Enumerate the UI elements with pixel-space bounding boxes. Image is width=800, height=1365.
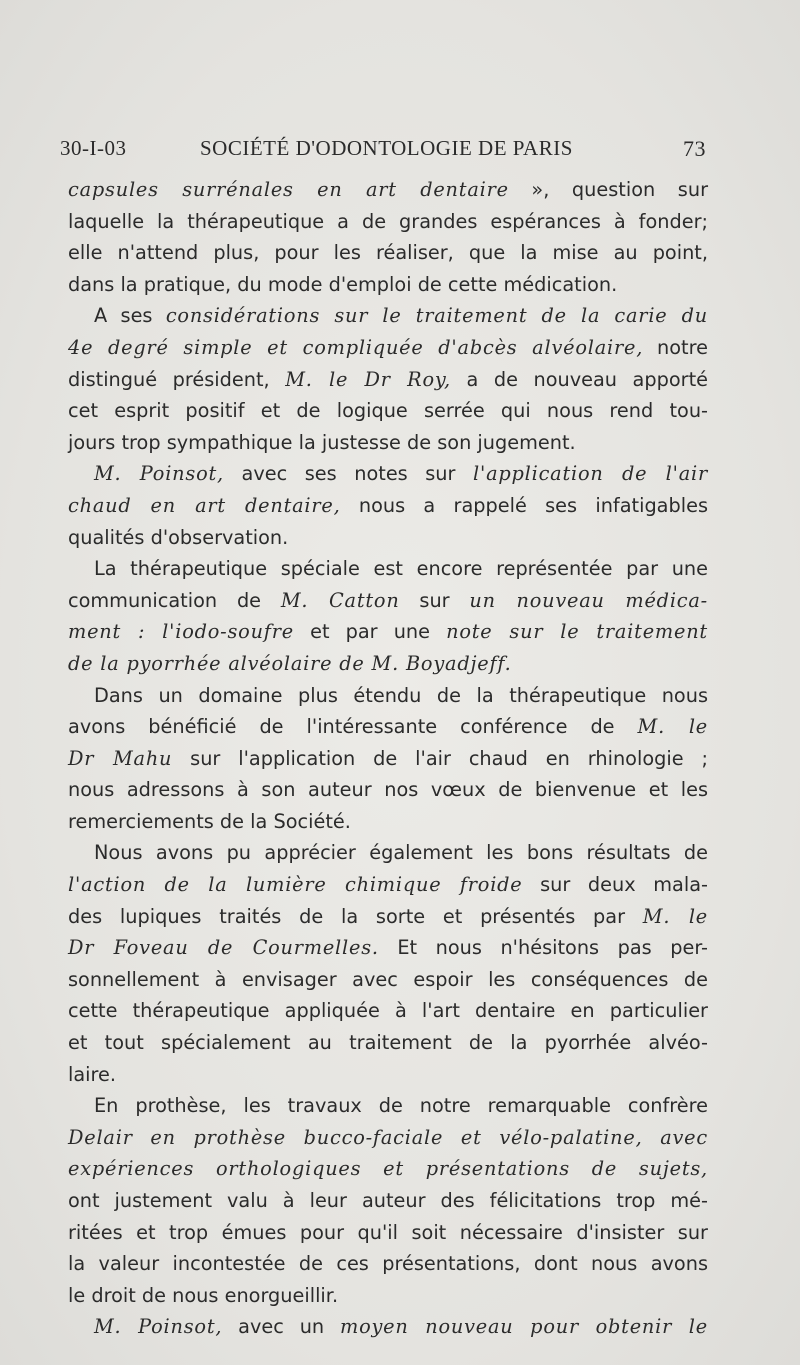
- italic-phrase: l'action de la lumière chimique froide: [68, 873, 523, 897]
- text-line: [68, 648, 708, 680]
- italic-phrase: M. le: [637, 715, 708, 739]
- text-run: avons bénéficié de l'intéressante conférence de: [68, 715, 638, 739]
- text-line: [68, 964, 708, 996]
- italic-phrase: considérations sur le traitement de la carie du: [165, 304, 708, 328]
- text-run: notre: [643, 335, 708, 359]
- text-run: », question sur: [508, 178, 708, 201]
- text-run: La thérapeutique spéciale est encore représentée par une: [94, 557, 708, 581]
- text-run: le droit de nous enorgueillir.: [68, 1283, 339, 1307]
- text-line: [68, 1059, 708, 1091]
- header-date: 30-I-03: [60, 136, 127, 160]
- text-line: [68, 743, 708, 775]
- text-run: cet esprit positif et de logique serrée qui nous rend tou-: [68, 399, 708, 423]
- italic-phrase: ment : l'iodo-soufre: [68, 620, 294, 644]
- text-line: [68, 237, 708, 269]
- text-run: et par une: [293, 620, 447, 644]
- italic-phrase: moyen nouveau pour obtenir le: [340, 1315, 708, 1339]
- italic-phrase: un nouveau médica-: [469, 588, 708, 612]
- text-line: [68, 395, 708, 427]
- body-text: [68, 174, 708, 1343]
- italic-phrase: capsules surrénales en art dentaire: [68, 178, 509, 201]
- text-line: [68, 1248, 708, 1280]
- text-run: A ses: [94, 304, 166, 328]
- text-line: [68, 1217, 708, 1249]
- italic-phrase: 4e degré simple et compliquée d'abcès alvéolaire,: [68, 335, 644, 359]
- italic-phrase: M. Poinsot,: [94, 462, 224, 486]
- text-line: [68, 901, 708, 933]
- italic-phrase: M. le: [642, 904, 709, 928]
- text-line: [68, 1280, 708, 1312]
- running-header: [60, 136, 710, 170]
- text-run: cette thérapeutique appliquée à l'art dentaire en particulier: [68, 999, 708, 1023]
- text-run: ritées et trop émues pour qu'il soit nécessaire d'insister sur: [68, 1220, 708, 1244]
- text-run: sur deux mala-: [522, 873, 708, 897]
- text-run: Nous avons pu apprécier également les bons résultats de: [94, 841, 708, 865]
- text-line: [68, 553, 708, 585]
- text-run: qualités d'observation.: [68, 525, 289, 549]
- italic-phrase: M. Catton: [280, 588, 400, 612]
- text-run: sur: [399, 588, 470, 612]
- text-line: [68, 680, 708, 712]
- text-run: laquelle la thérapeutique a de grandes espérances à fonder;: [68, 209, 708, 233]
- italic-phrase: chaud en art dentaire,: [68, 493, 341, 517]
- text-run: elle n'attend plus, pour les réaliser, que la mise au point,: [68, 241, 708, 265]
- text-line: [68, 174, 708, 206]
- italic-phrase: M. le Dr Roy,: [285, 367, 451, 391]
- text-run: Dans un domaine plus étendu de la thérapeutique nous: [94, 683, 708, 707]
- text-run: distingué président,: [68, 367, 286, 391]
- text-run: des lupiques traités de la sorte et présentés par: [68, 904, 643, 928]
- text-line: [68, 522, 708, 554]
- text-run: nous a rappelé ses infatigables: [340, 493, 708, 517]
- italic-phrase: Delair en prothèse bucco-faciale et vélo-palatine, avec: [68, 1125, 708, 1149]
- text-line: [68, 774, 708, 806]
- text-run: a de nouveau apporté: [450, 367, 708, 391]
- text-run: avec ses notes sur: [223, 462, 473, 486]
- text-run: laire.: [68, 1062, 117, 1086]
- text-run: communication de: [68, 588, 281, 612]
- italic-phrase: Dr Foveau de Courmelles.: [68, 936, 379, 960]
- text-run: nous adressons à son auteur nos vœux de bienvenue et les: [68, 778, 708, 802]
- italic-phrase: expériences orthologiques et présentations de sujets,: [68, 1157, 708, 1181]
- italic-phrase: l'application de l'air: [473, 462, 708, 486]
- text-line: [68, 1311, 708, 1343]
- text-line: [68, 837, 708, 869]
- italic-phrase: Dr Mahu: [68, 746, 173, 770]
- text-line: [68, 932, 708, 964]
- text-run: sur l'application de l'air chaud en rhinologie ;: [172, 746, 708, 770]
- text-run: la valeur incontestée de ces présentations, dont nous avons: [68, 1252, 708, 1276]
- text-line: [68, 300, 708, 332]
- text-line: [68, 458, 708, 490]
- text-line: [68, 490, 708, 522]
- text-line: [68, 711, 708, 743]
- text-line: [68, 206, 708, 238]
- text-line: [68, 995, 708, 1027]
- text-line: [68, 1185, 708, 1217]
- text-run: remerciements de la Société.: [68, 809, 351, 833]
- text-run: ont justement valu à leur auteur des félicitations trop mé-: [68, 1189, 708, 1212]
- page-number: 73: [683, 136, 706, 161]
- italic-phrase: note sur le traitement: [446, 620, 708, 644]
- text-line: [68, 869, 708, 901]
- text-line: [68, 364, 708, 396]
- text-line: [68, 1027, 708, 1059]
- text-run: Et nous n'hésitons pas per-: [378, 936, 709, 960]
- text-line: [68, 585, 708, 617]
- text-line: [68, 616, 708, 648]
- header-journal-title: SOCIÉTÉ D'ODONTOLOGIE DE PARIS: [200, 136, 573, 160]
- text-line: [68, 269, 708, 301]
- italic-phrase: de la pyorrhée alvéolaire de M. Boyadjeff.: [68, 651, 512, 675]
- text-run: avec un: [222, 1315, 340, 1339]
- text-run: dans la pratique, du mode d'emploi de cette médication.: [68, 272, 618, 296]
- text-run: et tout spécialement au traitement de la pyorrhée alvéo-: [68, 1031, 708, 1055]
- text-line: [68, 1090, 708, 1122]
- text-line: [68, 427, 708, 459]
- text-line: [68, 806, 708, 838]
- text-run: jours trop sympathique la justesse de son jugement.: [68, 430, 576, 454]
- text-run: sonnellement à envisager avec espoir les conséquences de: [68, 967, 708, 991]
- text-line: [68, 1122, 708, 1154]
- text-line: [68, 332, 708, 364]
- text-run: En prothèse, les travaux de notre remarquable confrère: [94, 1094, 708, 1118]
- text-line: [68, 1153, 708, 1185]
- italic-phrase: M. Poinsot,: [94, 1315, 223, 1339]
